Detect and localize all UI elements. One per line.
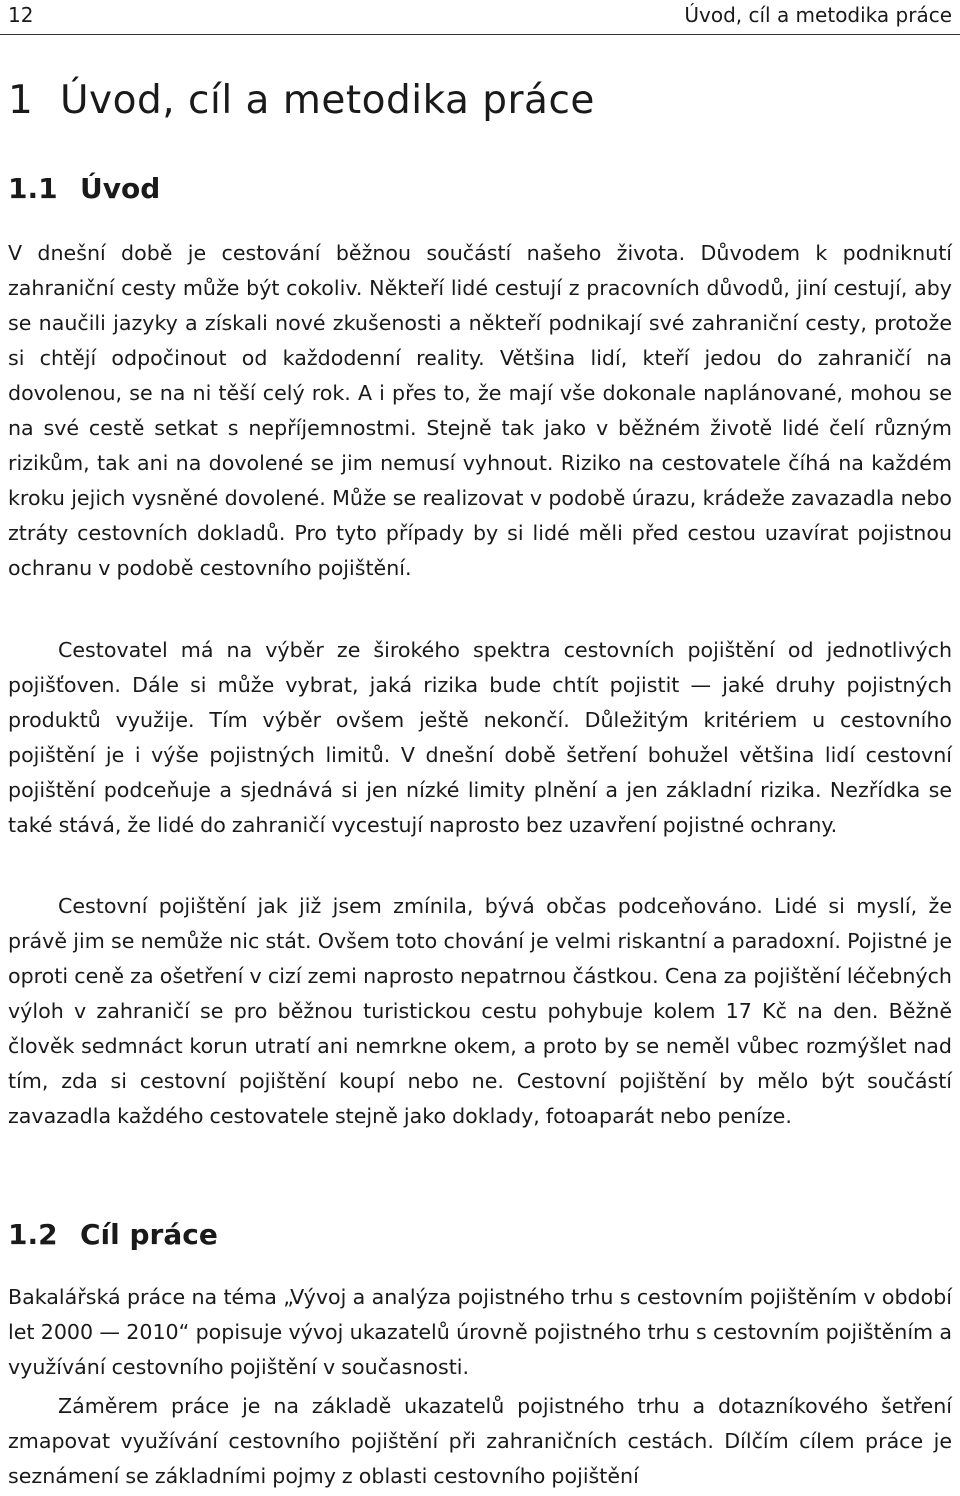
paragraph: V dnešní době je cestování běžnou součástí našeho života. Důvodem k podniknutí zahraniční cesty může být cokoliv. Někteří lidé cestují z pracovních důvodů, jiní cestují, aby se naučili jazyky a získali nové zkušenosti a někteří podnikají své zahraniční cesty, protože si chtějí odpočinout od každodenní reality. Většina lidí, kteří jedou do zahraničí na dovolenou, se na ni těší celý rok. A i přes to, že mají vše dokonale naplánované, mohou se na své cestě setkat s nepříjemnostmi. Stejně tak jako v běžném životě lidé čelí různým rizikům, tak ani na dovolené se jim nemusí vyhnout. Riziko na cestovatele číhá na každém kroku jejich vysněné dovolené. Může se realizovat v podobě úrazu, krádeže zavazadla nebo ztráty cestovních dokladů. Pro tyto případy by si lidé měli před cestou uzavírat pojistnou ochranu v podobě cestovního pojištění. [8,241,952,580]
paragraph: Záměrem práce je na základě ukazatelů pojistného trhu a dotazníkového šetření zmapovat využívání cestovního pojištění při zahraničních cestách. Dílčím cílem práce je seznámení se základními pojmy z oblasti cestovního pojištění [8,1394,952,1488]
chapter-heading [8,78,595,123]
paragraph: Cestovatel má na výběr ze širokého spektra cestovních pojištění od jednotlivých pojišťoven. Dále si může vybrat, jaká rizika bude chtít pojistit — jaké druhy pojistných produktů využije. Tím výběr ovšem ještě nekončí. Důležitým kritériem u cestovního pojištění je i výše pojistných limitů. V dnešní době šetření bohužel většina lidí cestovní pojištění podceňuje a sjednává si jen nízké limity plnění a jen základní rizika. Nezřídka se také stává, že lidé do zahraničí vycestují naprosto bez uzavření pojistné ochrany. [8,638,952,837]
chapter-number: 1 [8,78,34,123]
section-heading-1-1 [8,172,160,205]
section-heading-1-2 [8,1218,218,1251]
paragraph: Cestovní pojištění jak již jsem zmínila, bývá občas podceňováno. Lidé si myslí, že právě jim se nemůže nic stát. Ovšem toto chování je velmi riskantní a paradoxní. Pojistné je oproti ceně za ošetření v cizí zemi naprosto nepatrnou částkou. Cena za pojištění léčebných výloh v zahraničí se pro běžnou turistickou cestu pohybuje kolem 17 Kč na den. Běžně člověk sedmnáct korun utratí ani nemrkne okem, a proto by se neměl vůbec rozmýšlet nad tím, zda si cestovní pojištění koupí nebo ne. Cestovní pojištění by mělo být součástí zavazadla každého cestovatele stejně jako doklady, fotoaparát nebo peníze. [8,894,952,1128]
section-number: 1.2 [8,1218,58,1251]
page-number: 12 [8,3,34,27]
section-title: Cíl práce [80,1218,218,1251]
section-number: 1.1 [8,172,58,205]
paragraph: Bakalářská práce na téma „Vývoj a analýza pojistného trhu s cestovním pojištěním v období let 2000 — 2010“ popisuje vývoj ukazatelů úrovně pojistného trhu s cestovním pojištěním a využívání cestovního pojištění v současnosti. [8,1285,952,1379]
section-title: Úvod [80,172,161,205]
running-header [8,2,952,28]
chapter-title: Úvod, cíl a metodika práce [60,78,595,123]
running-chapter-title: Úvod, cíl a metodika práce [684,3,952,27]
header-rule [0,34,960,35]
